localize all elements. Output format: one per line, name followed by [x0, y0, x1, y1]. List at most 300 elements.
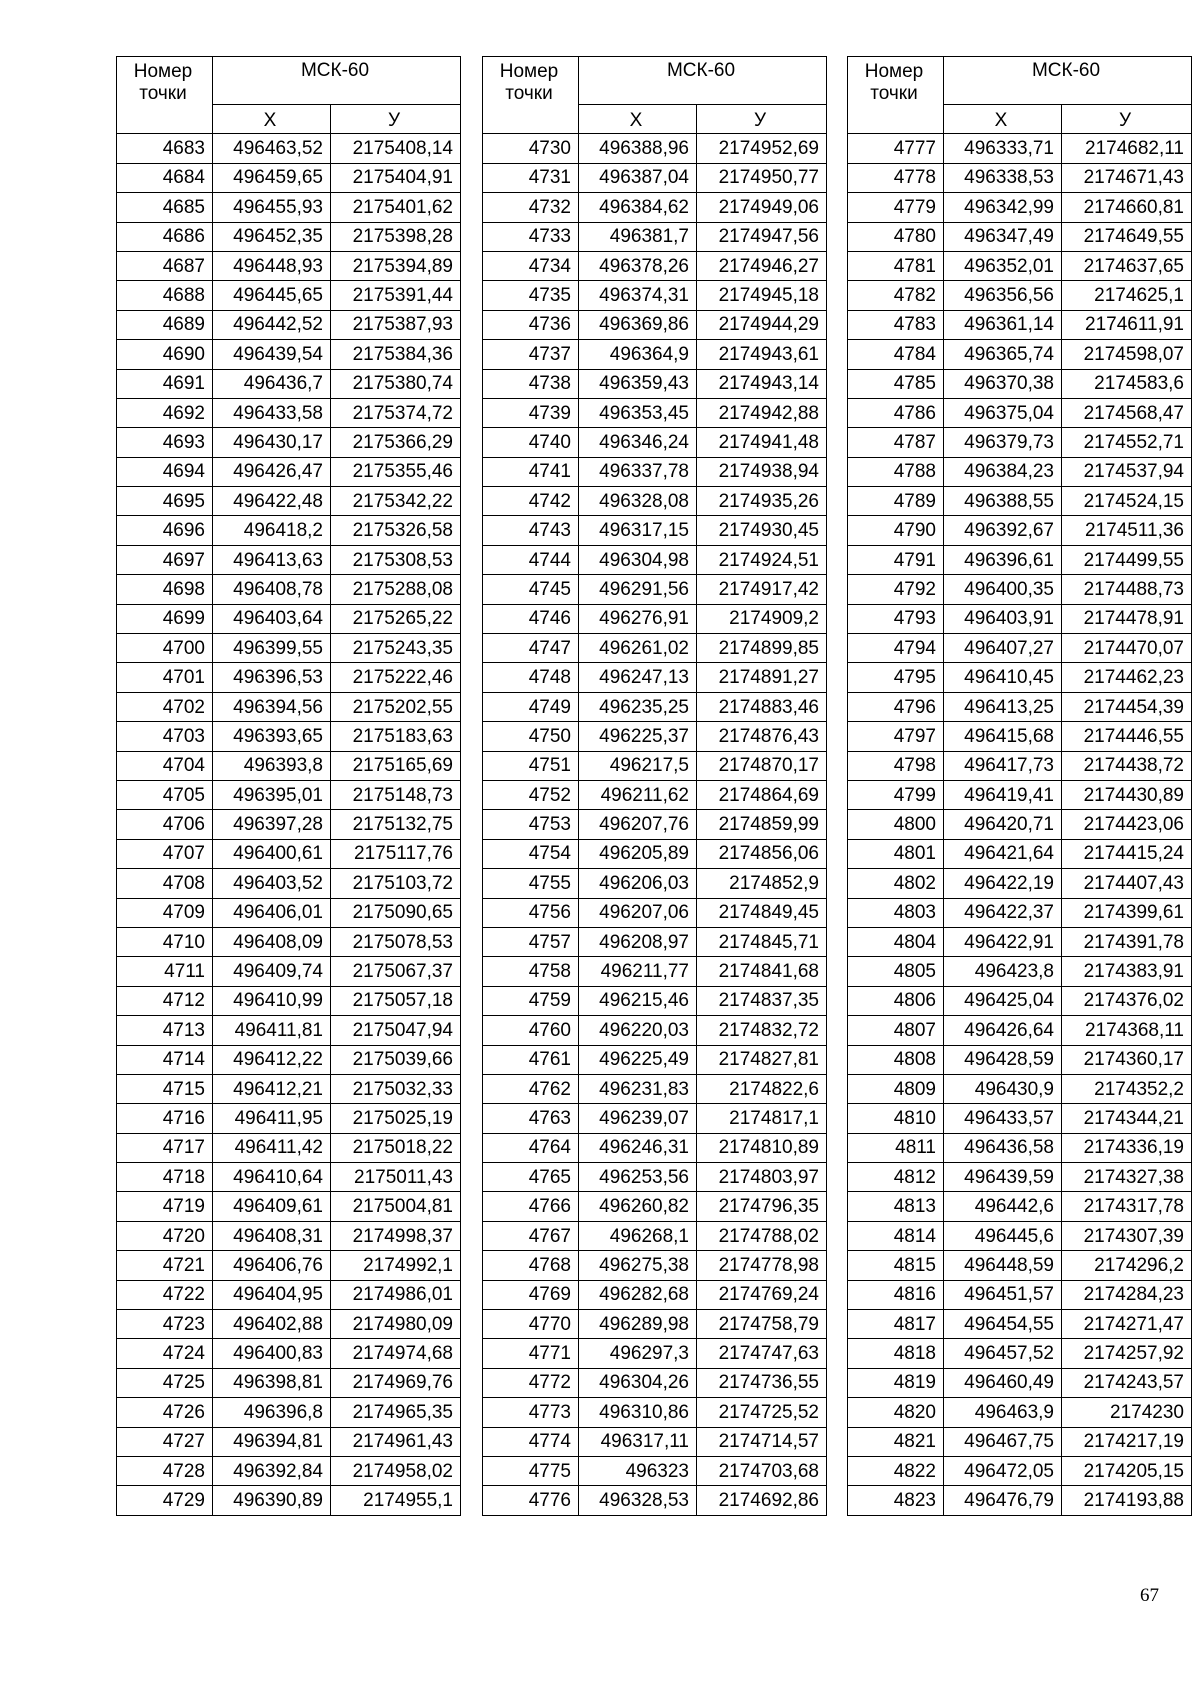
y-coordinate-cell: 2174938,94: [697, 457, 827, 486]
y-coordinate-cell: 2174747,63: [697, 1339, 827, 1368]
y-coordinate-cell: 2174257,92: [1062, 1339, 1192, 1368]
table-row: [848, 251, 1192, 280]
y-coordinate-cell: 2174391,78: [1062, 927, 1192, 956]
y-coordinate-cell: 2174883,46: [697, 692, 827, 721]
point-number-cell: 4702: [117, 692, 213, 721]
y-coordinate-cell: 2174958,02: [331, 1456, 461, 1485]
table-row: [483, 780, 827, 809]
y-coordinate-cell: 2174537,94: [1062, 457, 1192, 486]
x-coordinate-cell: 496411,95: [213, 1104, 331, 1133]
table-row: [483, 193, 827, 222]
table-row: [848, 1016, 1192, 1045]
point-number-cell: 4818: [848, 1339, 944, 1368]
point-number-cell: 4717: [117, 1133, 213, 1162]
table-row: [117, 1016, 461, 1045]
x-coordinate-cell: 496215,46: [579, 986, 697, 1015]
y-coordinate-cell: 2174217,19: [1062, 1427, 1192, 1456]
point-number-cell: 4799: [848, 780, 944, 809]
point-number-cell: 4689: [117, 310, 213, 339]
point-number-cell: 4778: [848, 163, 944, 192]
x-coordinate-cell: 496388,55: [944, 487, 1062, 516]
point-number-cell: 4800: [848, 810, 944, 839]
x-coordinate-cell: 496260,82: [579, 1192, 697, 1221]
point-number-cell: 4820: [848, 1398, 944, 1427]
table-body: [848, 134, 1192, 1515]
point-number-cell: 4759: [483, 986, 579, 1015]
point-number-cell: 4789: [848, 487, 944, 516]
point-number-cell: 4698: [117, 575, 213, 604]
table-row: [117, 575, 461, 604]
table-row: [848, 1221, 1192, 1250]
x-coordinate-cell: 496323: [579, 1456, 697, 1485]
x-coordinate-cell: 496353,45: [579, 398, 697, 427]
x-coordinate-cell: 496365,74: [944, 340, 1062, 369]
y-coordinate-cell: 2175057,18: [331, 986, 461, 1015]
coordinates-table-2: [482, 56, 827, 1516]
x-coordinate-cell: 496404,95: [213, 1280, 331, 1309]
x-coordinate-cell: 496392,84: [213, 1456, 331, 1485]
y-coordinate-cell: 2174660,81: [1062, 193, 1192, 222]
y-coordinate-cell: 2175078,53: [331, 927, 461, 956]
table-row: [117, 487, 461, 516]
point-number-cell: 4745: [483, 575, 579, 604]
point-number-cell: 4703: [117, 722, 213, 751]
point-number-cell: 4781: [848, 251, 944, 280]
x-coordinate-cell: 496317,15: [579, 516, 697, 545]
x-coordinate-cell: 496397,28: [213, 810, 331, 839]
table-row: [848, 869, 1192, 898]
y-coordinate-cell: 2174317,78: [1062, 1192, 1192, 1221]
y-coordinate-cell: 2174778,98: [697, 1251, 827, 1280]
y-coordinate-cell: 2174769,24: [697, 1280, 827, 1309]
x-coordinate-cell: 496459,65: [213, 163, 331, 192]
x-coordinate-cell: 496396,8: [213, 1398, 331, 1427]
x-coordinate-cell: 496359,43: [579, 369, 697, 398]
table-row: [848, 1104, 1192, 1133]
point-number-cell: 4769: [483, 1280, 579, 1309]
table-row: [117, 1133, 461, 1162]
x-coordinate-cell: 496413,25: [944, 692, 1062, 721]
point-number-cell: 4776: [483, 1486, 579, 1515]
x-coordinate-cell: 496206,03: [579, 869, 697, 898]
table-row: [848, 1398, 1192, 1427]
point-number-cell: 4694: [117, 457, 213, 486]
table-row: [848, 1456, 1192, 1485]
x-coordinate-cell: 496400,83: [213, 1339, 331, 1368]
y-coordinate-cell: 2174714,57: [697, 1427, 827, 1456]
point-number-cell: 4733: [483, 222, 579, 251]
table-row: [117, 1163, 461, 1192]
y-coordinate-cell: 2174955,1: [331, 1486, 461, 1515]
x-coordinate-cell: 496415,68: [944, 722, 1062, 751]
y-coordinate-cell: 2175404,91: [331, 163, 461, 192]
point-number-cell: 4809: [848, 1074, 944, 1103]
y-coordinate-cell: 2174360,17: [1062, 1045, 1192, 1074]
point-number-cell: 4790: [848, 516, 944, 545]
y-coordinate-cell: 2174568,47: [1062, 398, 1192, 427]
point-number-cell: 4808: [848, 1045, 944, 1074]
point-number-cell: 4747: [483, 634, 579, 663]
table-row: [483, 692, 827, 721]
y-coordinate-cell: 2174950,77: [697, 163, 827, 192]
table-row: [117, 1192, 461, 1221]
table-row: [483, 545, 827, 574]
x-coordinate-cell: 496413,63: [213, 545, 331, 574]
x-coordinate-cell: 496317,11: [579, 1427, 697, 1456]
table-row: [483, 604, 827, 633]
point-number-header: Номер точки: [483, 57, 579, 134]
x-coordinate-cell: 496417,73: [944, 751, 1062, 780]
point-number-cell: 4754: [483, 839, 579, 868]
x-coordinate-cell: 496393,65: [213, 722, 331, 751]
x-coordinate-cell: 496388,96: [579, 134, 697, 163]
x-coordinate-cell: 496390,89: [213, 1486, 331, 1515]
point-number-cell: 4730: [483, 134, 579, 163]
y-coordinate-cell: 2174891,27: [697, 663, 827, 692]
y-coordinate-cell: 2174271,47: [1062, 1310, 1192, 1339]
x-coordinate-cell: 496370,38: [944, 369, 1062, 398]
y-coordinate-cell: 2174284,23: [1062, 1280, 1192, 1309]
point-number-cell: 4772: [483, 1368, 579, 1397]
table-row: [848, 604, 1192, 633]
point-number-cell: 4811: [848, 1133, 944, 1162]
table-row: [483, 1074, 827, 1103]
point-number-cell: 4803: [848, 898, 944, 927]
point-number-cell: 4721: [117, 1251, 213, 1280]
y-coordinate-cell: 2174942,88: [697, 398, 827, 427]
y-coordinate-cell: 2174725,52: [697, 1398, 827, 1427]
coordinate-system-header: МСК-60: [213, 57, 461, 105]
y-coordinate-cell: 2174736,55: [697, 1368, 827, 1397]
point-number-cell: 4801: [848, 839, 944, 868]
point-number-cell: 4768: [483, 1251, 579, 1280]
point-number-cell: 4816: [848, 1280, 944, 1309]
point-number-cell: 4779: [848, 193, 944, 222]
point-number-cell: 4752: [483, 780, 579, 809]
point-number-cell: 4813: [848, 1192, 944, 1221]
point-number-cell: 4822: [848, 1456, 944, 1485]
y-coordinate-cell: 2175090,65: [331, 898, 461, 927]
table-row: [117, 1310, 461, 1339]
point-number-cell: 4684: [117, 163, 213, 192]
y-coordinate-cell: 2174611,91: [1062, 310, 1192, 339]
table-row: [117, 927, 461, 956]
y-coordinate-cell: 2174827,81: [697, 1045, 827, 1074]
point-number-cell: 4725: [117, 1368, 213, 1397]
x-coordinate-cell: 496410,64: [213, 1163, 331, 1192]
y-coordinate-cell: 2174598,07: [1062, 340, 1192, 369]
x-coordinate-cell: 496261,02: [579, 634, 697, 663]
y-coordinate-cell: 2174788,02: [697, 1221, 827, 1250]
y-coordinate-cell: 2174944,29: [697, 310, 827, 339]
table-row: [117, 1427, 461, 1456]
y-coordinate-cell: 2174692,86: [697, 1486, 827, 1515]
y-coordinate-cell: 2174230: [1062, 1398, 1192, 1427]
point-number-cell: 4762: [483, 1074, 579, 1103]
table-row: [117, 810, 461, 839]
y-coordinate-cell: 2175202,55: [331, 692, 461, 721]
y-coordinate-cell: 2175222,46: [331, 663, 461, 692]
table-row: [848, 898, 1192, 927]
x-coordinate-cell: 496445,65: [213, 281, 331, 310]
y-coordinate-cell: 2174998,37: [331, 1221, 461, 1250]
x-column-header: X: [213, 105, 331, 134]
table-row: [848, 722, 1192, 751]
x-coordinate-cell: 496457,52: [944, 1339, 1062, 1368]
x-coordinate-cell: 496275,38: [579, 1251, 697, 1280]
point-number-header: Номер точки: [848, 57, 944, 134]
point-number-cell: 4774: [483, 1427, 579, 1456]
point-number-cell: 4704: [117, 751, 213, 780]
point-number-cell: 4695: [117, 487, 213, 516]
x-coordinate-cell: 496425,04: [944, 986, 1062, 1015]
table-row: [483, 575, 827, 604]
table-row: [117, 193, 461, 222]
y-coordinate-cell: 2174438,72: [1062, 751, 1192, 780]
table-row: [483, 751, 827, 780]
x-coordinate-cell: 496420,71: [944, 810, 1062, 839]
point-number-cell: 4751: [483, 751, 579, 780]
y-coordinate-cell: 2174524,15: [1062, 487, 1192, 516]
table-row: [483, 251, 827, 280]
point-number-cell: 4735: [483, 281, 579, 310]
table-row: [848, 1310, 1192, 1339]
y-coordinate-cell: 2174352,2: [1062, 1074, 1192, 1103]
y-coordinate-cell: 2174822,6: [697, 1074, 827, 1103]
table-row: [483, 1310, 827, 1339]
x-coordinate-cell: 496220,03: [579, 1016, 697, 1045]
point-number-cell: 4806: [848, 986, 944, 1015]
coordinate-system-header: МСК-60: [579, 57, 827, 105]
x-coordinate-cell: 496225,49: [579, 1045, 697, 1074]
x-coordinate-cell: 496239,07: [579, 1104, 697, 1133]
table-row: [483, 398, 827, 427]
x-coordinate-cell: 496381,7: [579, 222, 697, 251]
y-coordinate-cell: 2174947,56: [697, 222, 827, 251]
point-number-cell: 4714: [117, 1045, 213, 1074]
y-coordinate-cell: 2174399,61: [1062, 898, 1192, 927]
point-number-cell: 4727: [117, 1427, 213, 1456]
point-number-cell: 4750: [483, 722, 579, 751]
x-coordinate-cell: 496410,99: [213, 986, 331, 1015]
table-row: [483, 898, 827, 927]
x-coordinate-cell: 496392,67: [944, 516, 1062, 545]
table-row: [848, 193, 1192, 222]
x-coordinate-cell: 496439,59: [944, 1163, 1062, 1192]
table-body: [483, 134, 827, 1515]
x-coordinate-cell: 496411,81: [213, 1016, 331, 1045]
y-coordinate-cell: 2174961,43: [331, 1427, 461, 1456]
x-coordinate-cell: 496423,8: [944, 957, 1062, 986]
point-number-cell: 4736: [483, 310, 579, 339]
point-number-cell: 4804: [848, 927, 944, 956]
table-row: [848, 1133, 1192, 1162]
x-coordinate-cell: 496421,64: [944, 839, 1062, 868]
y-coordinate-cell: 2174909,2: [697, 604, 827, 633]
point-number-cell: 4753: [483, 810, 579, 839]
point-number-cell: 4783: [848, 310, 944, 339]
y-coordinate-cell: 2174796,35: [697, 1192, 827, 1221]
x-coordinate-cell: 496247,13: [579, 663, 697, 692]
point-number-cell: 4683: [117, 134, 213, 163]
x-coordinate-cell: 496430,9: [944, 1074, 1062, 1103]
point-number-cell: 4797: [848, 722, 944, 751]
table-row: [483, 1280, 827, 1309]
y-coordinate-cell: 2174832,72: [697, 1016, 827, 1045]
point-number-cell: 4810: [848, 1104, 944, 1133]
table-row: [483, 1368, 827, 1397]
y-coordinate-cell: 2174974,68: [331, 1339, 461, 1368]
table-row: [483, 927, 827, 956]
point-number-cell: 4701: [117, 663, 213, 692]
y-coordinate-cell: 2175132,75: [331, 810, 461, 839]
point-number-cell: 4734: [483, 251, 579, 280]
y-coordinate-cell: 2174488,73: [1062, 575, 1192, 604]
x-coordinate-cell: 496211,77: [579, 957, 697, 986]
point-number-cell: 4738: [483, 369, 579, 398]
x-column-header: X: [579, 105, 697, 134]
table-row: [483, 222, 827, 251]
x-coordinate-cell: 496375,04: [944, 398, 1062, 427]
x-coordinate-cell: 496403,64: [213, 604, 331, 633]
x-coordinate-cell: 496328,53: [579, 1486, 697, 1515]
table-row: [483, 1016, 827, 1045]
table-row: [117, 869, 461, 898]
x-coordinate-cell: 496409,74: [213, 957, 331, 986]
y-coordinate-cell: 2174415,24: [1062, 839, 1192, 868]
point-number-cell: 4716: [117, 1104, 213, 1133]
point-number-cell: 4792: [848, 575, 944, 604]
point-number-cell: 4726: [117, 1398, 213, 1427]
y-coordinate-cell: 2175117,76: [331, 839, 461, 868]
table-row: [117, 604, 461, 633]
point-number-cell: 4794: [848, 634, 944, 663]
table-row: [483, 457, 827, 486]
point-number-cell: 4693: [117, 428, 213, 457]
point-number-cell: 4784: [848, 340, 944, 369]
point-number-cell: 4719: [117, 1192, 213, 1221]
x-coordinate-cell: 496276,91: [579, 604, 697, 633]
table-row: [483, 428, 827, 457]
point-number-cell: 4770: [483, 1310, 579, 1339]
table-row: [483, 810, 827, 839]
x-coordinate-cell: 496384,62: [579, 193, 697, 222]
table-row: [483, 634, 827, 663]
x-coordinate-cell: 496333,71: [944, 134, 1062, 163]
point-number-cell: 4763: [483, 1104, 579, 1133]
table-row: [117, 780, 461, 809]
point-number-cell: 4707: [117, 839, 213, 868]
y-coordinate-cell: 2174243,57: [1062, 1368, 1192, 1397]
point-number-cell: 4782: [848, 281, 944, 310]
y-coordinate-cell: 2175326,58: [331, 516, 461, 545]
y-coordinate-cell: 2174430,89: [1062, 780, 1192, 809]
y-coordinate-cell: 2174965,35: [331, 1398, 461, 1427]
table-row: [117, 516, 461, 545]
table-row: [117, 1104, 461, 1133]
coordinates-table-1: [116, 56, 461, 1516]
y-coordinate-cell: 2174307,39: [1062, 1221, 1192, 1250]
x-coordinate-cell: 496422,37: [944, 898, 1062, 927]
table-row: [848, 398, 1192, 427]
table-row: [483, 1192, 827, 1221]
y-coordinate-cell: 2174945,18: [697, 281, 827, 310]
table-row: [848, 839, 1192, 868]
point-number-cell: 4739: [483, 398, 579, 427]
table-row: [117, 398, 461, 427]
x-coordinate-cell: 496398,81: [213, 1368, 331, 1397]
table-row: [117, 428, 461, 457]
x-coordinate-cell: 496328,08: [579, 487, 697, 516]
x-coordinate-cell: 496395,01: [213, 780, 331, 809]
point-number-cell: 4786: [848, 398, 944, 427]
table-row: [483, 1133, 827, 1162]
y-coordinate-cell: 2175374,72: [331, 398, 461, 427]
x-coordinate-cell: 496304,98: [579, 545, 697, 574]
x-coordinate-cell: 496442,6: [944, 1192, 1062, 1221]
y-coordinate-cell: 2174859,99: [697, 810, 827, 839]
point-number-cell: 4815: [848, 1251, 944, 1280]
table-row: [848, 516, 1192, 545]
y-coordinate-cell: 2174649,55: [1062, 222, 1192, 251]
table-row: [483, 281, 827, 310]
x-coordinate-cell: 496393,8: [213, 751, 331, 780]
table-row: [848, 663, 1192, 692]
x-coordinate-cell: 496403,91: [944, 604, 1062, 633]
y-coordinate-cell: 2174368,11: [1062, 1016, 1192, 1045]
x-coordinate-cell: 496476,79: [944, 1486, 1062, 1515]
table-row: [848, 751, 1192, 780]
point-number-cell: 4819: [848, 1368, 944, 1397]
table-row: [848, 986, 1192, 1015]
x-coordinate-cell: 496342,99: [944, 193, 1062, 222]
table-row: [117, 222, 461, 251]
table-row: [117, 839, 461, 868]
table-row: [117, 722, 461, 751]
point-number-cell: 4755: [483, 869, 579, 898]
point-number-cell: 4764: [483, 1133, 579, 1162]
x-coordinate-cell: 496394,56: [213, 692, 331, 721]
y-coordinate-cell: 2174941,48: [697, 428, 827, 457]
x-coordinate-cell: 496205,89: [579, 839, 697, 868]
y-coordinate-cell: 2174943,14: [697, 369, 827, 398]
x-coordinate-cell: 496472,05: [944, 1456, 1062, 1485]
x-coordinate-cell: 496430,17: [213, 428, 331, 457]
x-coordinate-cell: 496439,54: [213, 340, 331, 369]
table-row: [483, 957, 827, 986]
y-coordinate-cell: 2175183,63: [331, 722, 461, 751]
point-number-cell: 4732: [483, 193, 579, 222]
x-coordinate-cell: 496208,97: [579, 927, 697, 956]
y-coordinate-cell: 2175355,46: [331, 457, 461, 486]
x-coordinate-cell: 496467,75: [944, 1427, 1062, 1456]
y-coordinate-cell: 2174849,45: [697, 898, 827, 927]
x-coordinate-cell: 496374,31: [579, 281, 697, 310]
y-coordinate-cell: 2174949,06: [697, 193, 827, 222]
y-coordinate-cell: 2174952,69: [697, 134, 827, 163]
point-number-cell: 4743: [483, 516, 579, 545]
y-coordinate-cell: 2174876,43: [697, 722, 827, 751]
point-number-cell: 4761: [483, 1045, 579, 1074]
table-row: [848, 634, 1192, 663]
point-number-cell: 4805: [848, 957, 944, 986]
x-coordinate-cell: 496364,9: [579, 340, 697, 369]
table-row: [117, 634, 461, 663]
point-number-cell: 4729: [117, 1486, 213, 1515]
table-row: [483, 310, 827, 339]
x-coordinate-cell: 496384,23: [944, 457, 1062, 486]
y-coordinate-cell: 2175103,72: [331, 869, 461, 898]
